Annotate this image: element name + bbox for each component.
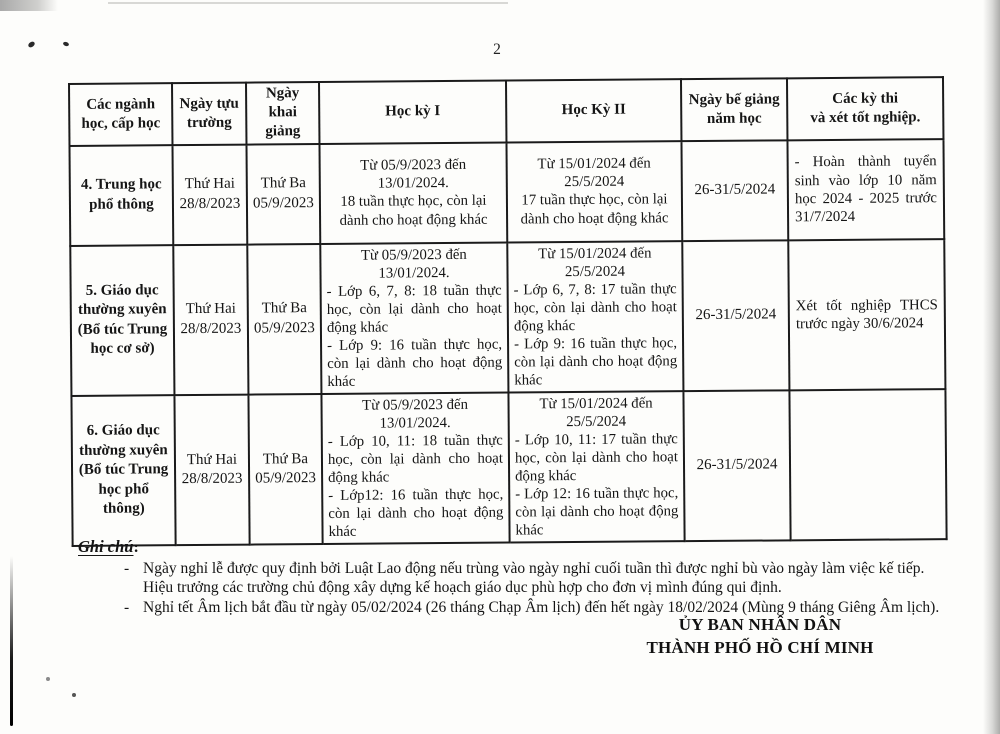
col-header-arrival-date: Ngày tựu trường <box>172 83 246 145</box>
cell-semester2 <box>506 141 682 242</box>
note-bullet-dash: - <box>124 599 130 617</box>
schedule-table-wrap <box>68 76 946 547</box>
header-row <box>69 77 943 145</box>
cell-closing-date: 26-31/5/2024 <box>681 140 788 241</box>
cell-closing-date: 26-31/5/2024 <box>682 240 789 391</box>
cell-exams <box>788 239 945 391</box>
semester1-item: - Lớp12: 16 tuần thực học, còn lại dành cho hoạt động khác <box>328 486 504 541</box>
col-header-closing-date: Ngày bế giảng năm học <box>681 78 787 140</box>
semester1-period: Từ 05/9/2023 đến 13/01/2024. <box>362 396 469 432</box>
signature-block <box>600 614 920 659</box>
signature-line2: THÀNH PHỐ HỒ CHÍ MINH <box>646 637 874 657</box>
semester2-period: Từ 15/01/2024 đến 25/5/2024 <box>538 244 652 280</box>
scan-artifact-top-smear <box>108 2 508 4</box>
cell-opening-date: Thứ Ba 05/9/2023 <box>248 394 322 545</box>
notes-section <box>78 537 946 617</box>
cell-exams <box>787 139 944 240</box>
col-header-category: Các ngành học, cấp học <box>69 83 172 145</box>
cell-semester2 <box>507 241 683 393</box>
semester1-item: - Lớp 6, 7, 8: 18 tuần thực học, còn lại dành cho hoạt động khác <box>326 282 502 336</box>
note-bullet-dash: - <box>124 559 130 577</box>
note-item <box>124 559 946 597</box>
semester2-period: Từ 15/01/2024 đến 25/5/2024 <box>539 395 653 431</box>
scan-artifact-left-streak <box>10 556 13 726</box>
cell-category: 5. Giáo dục thường xuyên (Bổ túc Trung học cơ sở) <box>70 245 174 396</box>
ink-speck <box>27 40 36 48</box>
semester2-item: - Lớp 6, 7, 8: 17 tuần thực học, còn lại dành cho hoạt động khác <box>513 280 677 335</box>
col-header-semester2: Học Kỳ II <box>506 79 681 142</box>
semester1-period: Từ 05/9/2023 đến 13/01/2024. <box>360 246 467 282</box>
col-header-opening-date: Ngày khai giảng <box>246 82 319 144</box>
col-header-exams: Các kỳ thi và xét tốt nghiệp. <box>787 77 943 140</box>
page-number: 2 <box>493 41 501 58</box>
semester2-item: - Lớp 9: 16 tuần thực học, còn lại dành cho hoạt động khác <box>514 335 678 389</box>
notes-colon: : <box>133 539 139 556</box>
semester2-item: - Lớp 10, 11: 17 tuần thực học, còn lại dành cho hoạt động khác <box>514 431 679 485</box>
cell-semester1 <box>321 392 509 544</box>
semester1-item: - Lớp 9: 16 tuần thực học, còn lại dành cho hoạt động khác <box>327 336 503 390</box>
notes-title: Ghi chú <box>78 537 134 556</box>
notes-heading <box>78 537 946 558</box>
cell-category: 6. Giáo dục thường xuyên (Bổ túc Trung học phổ thông) <box>71 395 175 546</box>
exams-item: Xét tốt nghiệp THCS trước ngày 30/6/2024 <box>795 296 938 333</box>
semester2-item: - Lớp 12: 16 tuần thực học, còn lại dành cho hoạt động khác <box>515 485 679 539</box>
table-row-5-continuing-education-lower <box>70 239 945 396</box>
scan-artifact-top-left <box>0 0 58 11</box>
semester1-period: Từ 05/9/2023 đến 13/01/2024. <box>360 156 467 192</box>
cell-category: 4. Trung học phổ thông <box>69 145 173 246</box>
cell-arrival-date: Thứ Hai 28/8/2023 <box>174 395 249 546</box>
cell-opening-date: Thứ Ba 05/9/2023 <box>247 244 321 395</box>
exams-item: - Hoàn thành tuyển sinh vào lớp 10 năm học 2024 - 2025 trước 31/7/2024 <box>794 153 937 225</box>
cell-semester1 <box>319 142 507 243</box>
scan-artifact-right-edge <box>983 0 1000 734</box>
note-text: Nghỉ tết Âm lịch bắt đầu từ ngày 05/02/2024 (26 tháng Chạp Âm lịch) đến hết ngày 18/02/2024 (Mùng 9 tháng Giêng Âm lịch). <box>143 599 940 617</box>
cell-arrival-date: Thứ Hai 28/8/2023 <box>172 144 247 245</box>
cell-closing-date: 26-31/5/2024 <box>683 390 790 541</box>
cell-opening-date: Thứ Ba 05/9/2023 <box>246 144 320 245</box>
semester2-note: 17 tuần thực học, còn lại dành cho hoạt động khác <box>520 191 669 228</box>
semester2-period: Từ 15/01/2024 đến 25/5/2024 <box>537 155 651 191</box>
cell-semester1 <box>320 242 508 394</box>
signature-line1: ỦY BAN NHÂN DÂN <box>678 615 842 634</box>
schedule-table <box>68 76 948 547</box>
col-header-semester1: Học kỳ I <box>319 81 506 144</box>
ink-speck <box>62 41 69 47</box>
cell-exams-empty <box>789 389 946 541</box>
semester1-item: - Lớp 10, 11: 18 tuần thực học, còn lại dành cho hoạt động khác <box>327 432 504 487</box>
cell-arrival-date: Thứ Hai 28/8/2023 <box>173 244 248 395</box>
cell-semester2 <box>508 391 684 543</box>
table-row-6-continuing-education-upper <box>71 389 946 546</box>
table-row-4-high-school <box>69 139 944 246</box>
ink-speck <box>46 677 50 681</box>
semester1-note: 18 tuần thực học, còn lại dành cho hoạt động khác <box>339 192 488 229</box>
ink-speck <box>72 693 76 697</box>
note-text: Ngày nghỉ lễ được quy định bởi Luật Lao động nếu trùng vào ngày nghỉ cuối tuần thì được nghỉ bù vào ngày làm việc kế tiếp. Hiệu trưởng các trường chủ động xây dựng kế hoạch giáo dục phù hợp cho đơn vị mình đúng qui định. <box>143 559 925 597</box>
